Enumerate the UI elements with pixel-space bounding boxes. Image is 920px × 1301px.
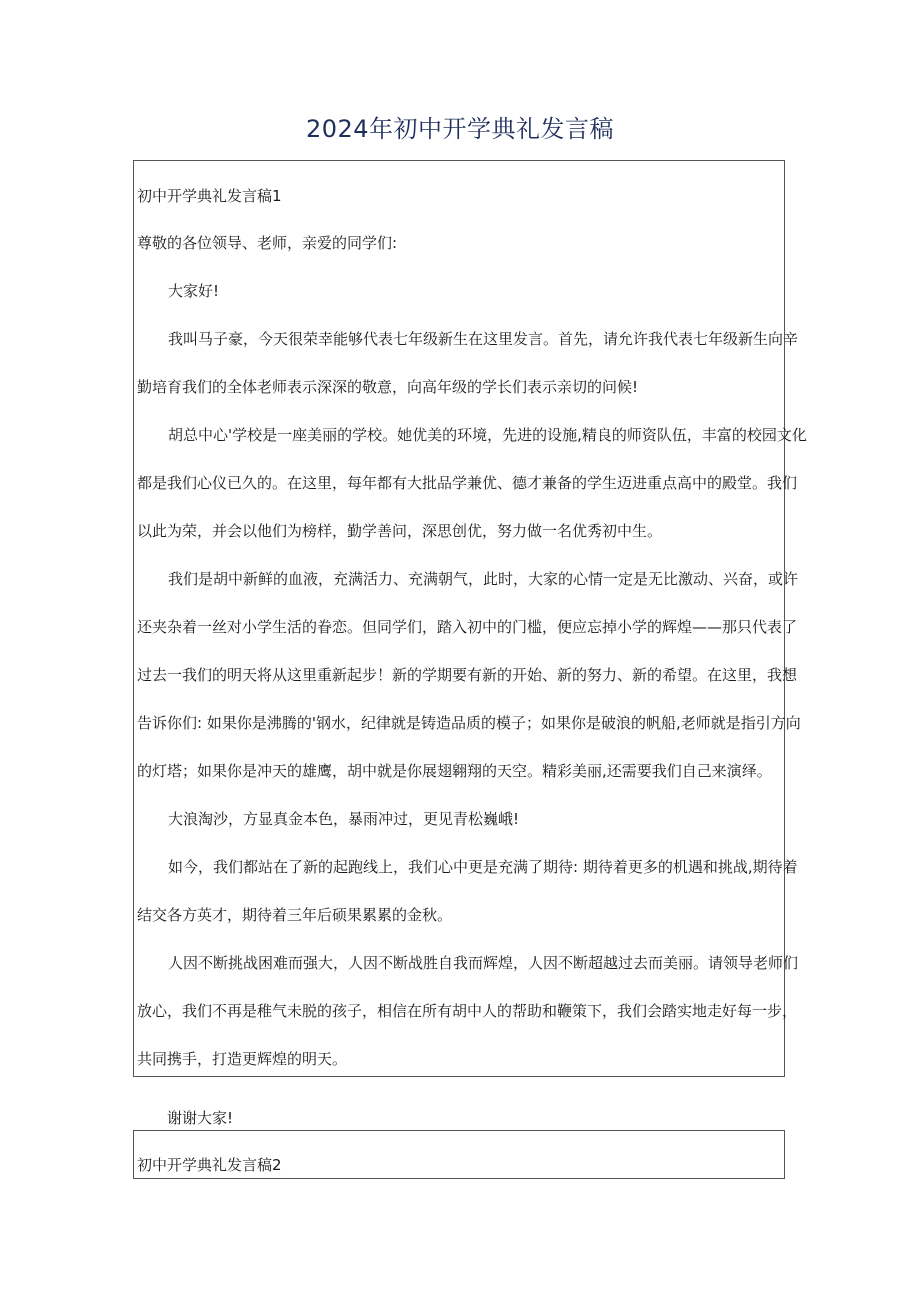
paragraph-2-line-1: 胡总中心'学校是一座美丽的学校。她优美的环境，先进的设施,精良的师资队伍，丰富的校园文化 — [168, 426, 807, 444]
speech-1-box — [133, 160, 807, 1077]
paragraph-5-line-2: 结交各方英才，期待着三年后硕果累累的金秋。 — [137, 906, 453, 924]
paragraph-2-line-2: 都是我们心仪已久的。在这里，每年都有大批品学兼优、德才兼备的学生迈进重点高中的殿堂。我们 — [137, 474, 798, 492]
paragraph-3-line-4: 告诉你们: 如果你是沸腾的'钢水，纪律就是铸造品质的模子；如果你是破浪的帆船,老师就是指引方向 — [137, 714, 801, 732]
paragraph-6-line-2: 放心，我们不再是稚气未脱的孩子，相信在所有胡中人的帮助和鞭策下，我们会踏实地走好每一步， — [137, 1002, 798, 1020]
speech-1-heading: 初中开学典礼发言稿1 — [137, 187, 282, 205]
greeting: 大家好! — [168, 282, 220, 300]
paragraph-6-line-1: 人因不断挑战困难而强大，人因不断战胜自我而辉煌，人因不断超越过去而美丽。请领导老师们 — [168, 954, 799, 972]
paragraph-5-line-1: 如今，我们都站在了新的起跑线上，我们心中更是充满了期待: 期待着更多的机遇和挑战,期待着 — [168, 858, 798, 876]
speech-2-heading: 初中开学典礼发言稿2 — [137, 1156, 282, 1174]
paragraph-1-line-2: 勤培育我们的全体老师表示深深的敬意，向高年级的学长们表示亲切的问候! — [137, 378, 639, 396]
paragraph-2-line-3: 以此为荣，并会以他们为榜样，勤学善问，深思创优，努力做一名优秀初中生。 — [137, 522, 663, 540]
paragraph-6-line-3: 共同携手，打造更辉煌的明天。 — [137, 1050, 348, 1068]
paragraph-3-line-5: 的灯塔；如果你是冲天的雄鹰，胡中就是你展翅翱翔的天空。精彩美丽,还需要我们自己来演绎。 — [137, 762, 772, 780]
closing-line: 谢谢大家! — [167, 1109, 234, 1127]
document-title: 2024年初中开学典礼发言稿 — [305, 115, 615, 143]
paragraph-4: 大浪淘沙，方显真金本色，暴雨冲过，更见青松巍峨! — [168, 810, 520, 828]
speech-2-box — [133, 1130, 785, 1179]
salutation: 尊敬的各位领导、老师，亲爱的同学们: — [137, 234, 398, 252]
paragraph-3-line-1: 我们是胡中新鲜的血液，充满活力、充满朝气，此时，大家的心情一定是无比激动、兴奋，或许 — [168, 570, 799, 588]
paragraph-3-line-2: 还夹杂着一丝对小学生活的眷恋。但同学们，踏入初中的门槛，便应忘掉小学的辉煌——那只代表了 — [137, 618, 798, 636]
paragraph-1-line-1: 我叫马子豪，今天很荣幸能够代表七年级新生在这里发言。首先，请允许我代表七年级新生向辛 — [168, 330, 799, 348]
paragraph-3-line-3: 过去一我们的明天将从这里重新起步！新的学期要有新的开始、新的努力、新的希望。在这里，我想 — [137, 666, 798, 684]
